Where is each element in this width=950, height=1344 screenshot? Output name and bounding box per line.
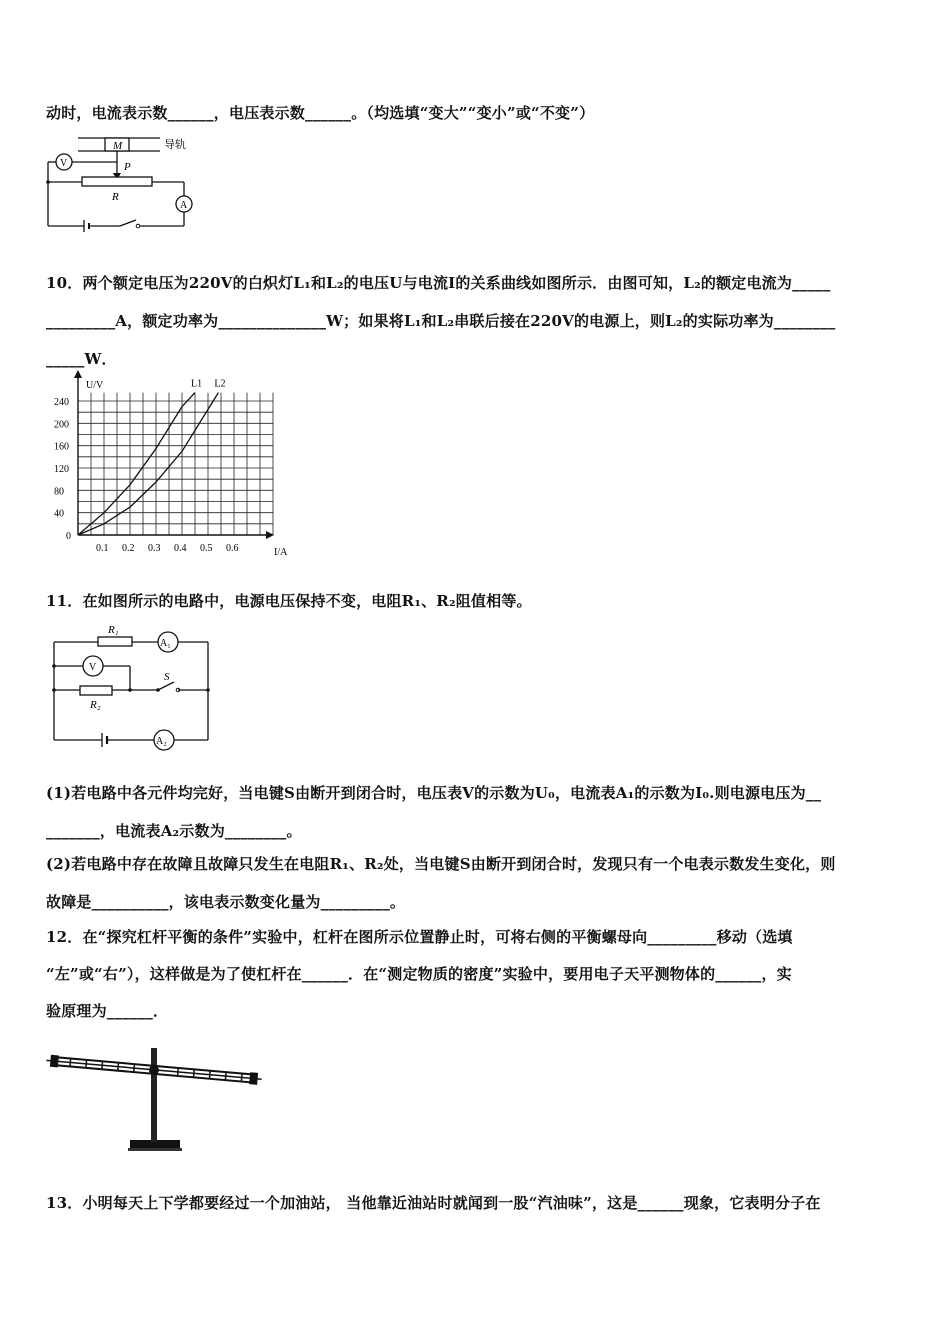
voltmeter-label: V: [60, 158, 68, 169]
x-tick-label: 0.5: [200, 543, 213, 554]
q12-text-line-1: 12．在“探究杠杆平衡的条件”实验中，杠杆在图所示位置静止时，可将右侧的平衡螺母向_________移动（选填: [46, 928, 793, 946]
q12-text-line-2: “左”或“右”），这样做是为了使杠杆在______．在“测定物质的密度”实验中，要用电子天平测物体的______，实: [46, 965, 792, 983]
q9-text-line-1: 动时，电流表示数______，电压表示数______。（均选填“变大”“变小”或“不变”）: [46, 104, 595, 122]
label-p: P: [124, 161, 131, 173]
origin-label: 0: [66, 531, 71, 542]
label-v: V: [89, 662, 97, 673]
label-r1: R₁: [108, 624, 119, 636]
q10-text-line-1: 10．两个额定电压为220V的白炽灯L₁和L₂的电压U与电流I的关系曲线如图所示．由图可知，L₂的额定电流为_____: [46, 274, 831, 292]
q10-ui-chart: [40, 372, 288, 562]
label-s: S: [164, 671, 170, 683]
y-tick-label: 80: [54, 486, 64, 498]
q12-text-line-3: 验原理为______．: [46, 1002, 169, 1020]
q11-part1-line-2: _______，电流表A₂示数为________。: [46, 822, 302, 840]
q11-text-line-1: 11．在如图所示的电路中，电源电压保持不变，电阻R₁、R₂阻值相等。: [46, 592, 532, 610]
series-label-l1: L1: [191, 378, 203, 390]
label-rail: 导轨: [164, 139, 186, 151]
resistor-r: [82, 177, 152, 186]
y-tick-label: 120: [54, 464, 69, 475]
q11-part2-line-2: 故障是__________，该电表示数变化量为_________。: [46, 893, 406, 911]
x-tick-label: 0.3: [148, 543, 161, 554]
y-tick-label: 200: [54, 419, 69, 431]
y-tick-label: 40: [54, 508, 64, 520]
x-axis-label: I/A: [274, 547, 288, 558]
q11-part2-line-1: (2)若电路中存在故障且故障只发生在电阻R₁、R₂处，当电键S由断开到闭合时，发现只有一个电表示数发生变化，则: [46, 855, 836, 873]
q9-circuit-diagram: [40, 132, 210, 232]
series-line-l2: [78, 393, 218, 535]
y-tick-label: 240: [54, 397, 69, 408]
series-label-l2: L2: [214, 378, 226, 390]
q12-lever-figure: [50, 1044, 262, 1160]
y-axis-label: U/V: [86, 380, 104, 391]
x-tick-label: 0.1: [96, 543, 109, 554]
y-axis-arrow: [74, 370, 82, 378]
ammeter-label: A: [180, 200, 188, 211]
q10-text-line-3: _____W．: [46, 350, 117, 368]
series-line-l1: [78, 393, 195, 535]
label-a2: A₂: [156, 736, 167, 747]
label-m: M: [113, 140, 123, 152]
label-r: R: [112, 191, 119, 203]
y-tick-label: 160: [54, 441, 69, 453]
q11-circuit-diagram: [46, 620, 226, 750]
x-tick-label: 0.2: [122, 543, 135, 554]
label-r2: R₂: [90, 699, 101, 711]
q10-text-line-2: _________A，额定功率为______________W；如果将L₁和L₂串联后接在220V的电源上，则L₂的实际功率为________: [46, 312, 836, 330]
x-tick-label: 0.6: [226, 543, 239, 554]
q11-part1-line-1: (1)若电路中各元件均完好，当电键S由断开到闭合时，电压表V的示数为U₀，电流表A₁的示数为I₀.则电源电压为__: [46, 784, 822, 802]
label-a1: A₁: [160, 638, 171, 649]
q13-text-line-1: 13．小明每天上下学都要经过一个加油站， 当他靠近油站时就闻到一股“汽油味”，这是______现象，它表明分子在: [46, 1194, 821, 1212]
x-tick-label: 0.4: [174, 543, 187, 554]
